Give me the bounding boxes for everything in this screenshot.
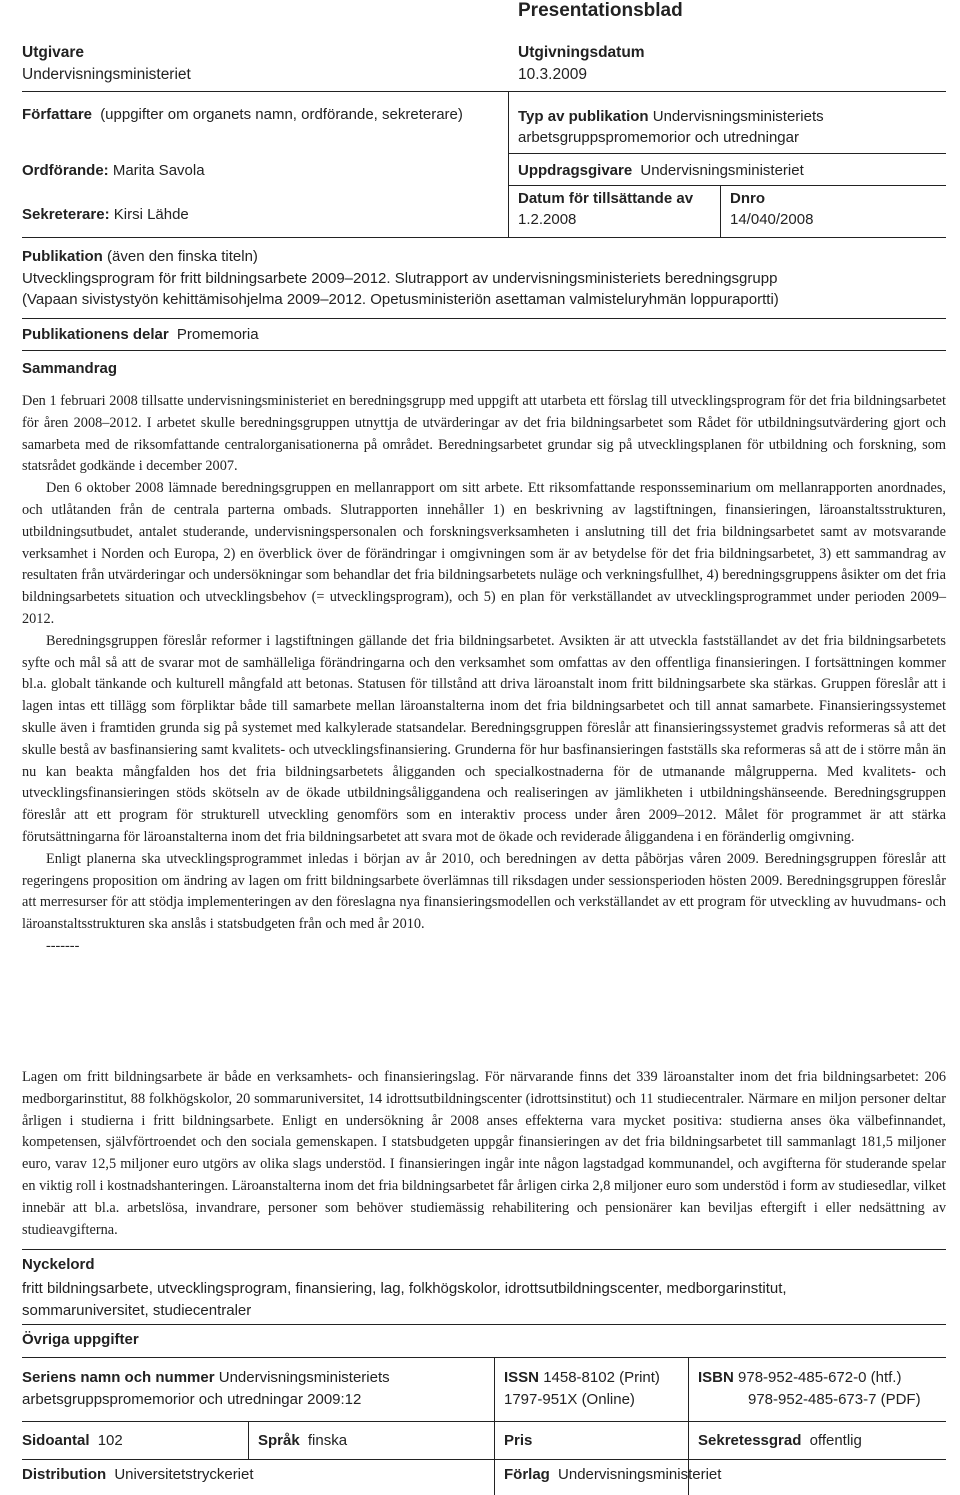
page-title: Presentationsblad — [518, 0, 683, 21]
secretary-value: Kirsi Lähde — [113, 206, 189, 223]
issn-print: 1458-8102 (Print) — [543, 1369, 660, 1386]
summary-paragraph: Den 1 februari 2008 tillsatte undervisningsministeriet en beredningsgrupp med uppgift att utarbeta ett förslag till utvecklingsprogram för det fria bildningsarbetet för åren 2008–2012. I arbetet skulle beredningsgruppen utnyttja de utvärderingar av det fria bildningsarbetet som Rådet för utbildningsutvärdering gjort och samarbeta med de riksomfattande centralorganisationerna på området. Beredningsarbetet grundar sig på utvecklingsplanen för utbildning och forskning, som statsrådet godkände i december 2007. — [22, 393, 946, 475]
commissioner-row — [518, 162, 804, 179]
publisher-footer-value: Undervisningsministeriet — [558, 1466, 722, 1483]
column-divider — [248, 1421, 249, 1459]
keywords-line: fritt bildningsarbete, utvecklingsprogram, finansiering, lag, folkhögskolor, idrottsutbildningscenter, medborgarinstitut, — [22, 1280, 787, 1297]
chair-value: Marita Savola — [112, 162, 205, 179]
publication-type — [518, 106, 824, 148]
dnro-value: 14/040/2008 — [730, 211, 814, 228]
publication-type-label: Typ av publikation — [518, 108, 649, 125]
secrecy-value: offentlig — [809, 1432, 862, 1449]
keywords-label: Nyckelord — [22, 1256, 95, 1273]
chair-label: Ordförande: — [22, 162, 109, 179]
appointment-value: 1.2.2008 — [518, 211, 577, 228]
divider — [22, 1357, 946, 1358]
note-paragraph: Lagen om fritt bildningsarbete är både en verksamhets- och finansieringslag. För närvarande finns det 339 läroanstalter inom det fria bildningsarbetet: 206 medborgarinstitut, 88 folkhögskolor, 20 sommaruniversitet, 14 idrottsutbildningscenter (idrottsinstitut) och 11 studiecentraler. Närmare en miljon personer deltar årligen i studierna i fritt bildningsarbete. Enligt en undersökning år 2008 anses effekterna vara mycket positiva: studierna anses öka välbefinnandet, kompetensen, självförtroendet och den sociala gemenskapen. I statsbudgeten uppgår finansieringen av det fria bildningsarbetet till sammanlagt 181,5 miljoner euro, varav 12,5 miljoner euro utgörs av olika slags understöd. I finansieringen ingår inte någon lagstadgad kommunandel, och avgifterna för studerande spelar en viktig roll i kostnadshanteringen. Läroanstalterna inom det fria bildningsarbetet får årligen cirka 2,8 miljoner euro som understöd i form av studiesedlar, vilket innebär att bl.a. arbetslösa, invandrare, personer som behöver studiemässig rehabilitering och pensionärer kan beviljas eftergift i eller nedsättning av studieavgifterna. — [22, 1069, 946, 1238]
summary-paragraph: Den 6 oktober 2008 lämnade beredningsgruppen en mellanrapport om sitt arbete. Ett riksomfattande responsseminarium om mellanrapporten anordnades, och utlåtanden från de centrala parterna ombads. Slutrapporten innehåller 1) en beskrivning av lagstiftningen, finansieringen, läroanstaltsstrukturen, utbildningsutbudet, antalet studerande, undervisningspersonalen och forskningsverksamheten i anslutning till det fria bildningsarbetet samt av motsvarande verksamhet i Norden och Europa, 2) en överblick över de förändringar i omgivningen som är av betydelse för det fria bildningsarbetet, 3) ett sammandrag av resultaten från utvärderingar och undersökningar som behandlar det fria bildningsarbetets nuläge och verkningsfullhet, 4) beredningsgruppens åsikter om det fria bildningsarbetets situation och utvecklingsbehov (= utvecklingsprogram), och 5) en plan för verkställandet av utvecklingsprogrammet under perioden 2009–2012. — [22, 480, 946, 627]
divider — [22, 318, 946, 319]
issn-label: ISSN — [504, 1369, 540, 1386]
keywords-value — [22, 1278, 787, 1322]
divider — [22, 91, 946, 92]
chair-row — [22, 162, 205, 179]
author-label: Författare — [22, 106, 93, 123]
pages-row — [22, 1430, 123, 1452]
publication-type-value2: arbetsgruppspromemorior och utredningar — [518, 129, 799, 146]
isbn-online: 978-952-485-673-7 (PDF) — [748, 1390, 921, 1408]
language-value: finska — [307, 1432, 348, 1449]
publication-type-value1: Undervisningsministeriets — [652, 108, 824, 125]
summary-paragraph: Enligt planerna ska utvecklingsprogrammet inledas i början av år 2010, och beredningen av detta påbörjas våren 2009. Beredningsgruppen föreslår att regeringens proposition om ändring av lagen om fritt bildningsarbete överlämnas till riksdagen under sessionsperioden hösten 2009. Beredningsgruppen föreslår att merresurser för att stödja implementeringen av den föreslagna nya finansieringsmodellen och verkställandet av ett program för utveckling av huvudmans- och läroanstaltsstrukturen ska anslås i statsbudgeten från och med år 2010. — [22, 850, 946, 933]
parts-value: Promemoria — [176, 326, 259, 343]
column-divider — [720, 185, 721, 237]
appointment-label: Datum för tillsättande av — [518, 190, 694, 207]
series-label: Seriens namn och nummer — [22, 1369, 215, 1386]
column-divider — [688, 1357, 689, 1421]
distribution-label: Distribution — [22, 1466, 107, 1483]
series-block — [22, 1367, 390, 1410]
author-heading — [22, 106, 463, 123]
series-value2: arbetsgruppspromemorior och utredningar 2009:12 — [22, 1390, 362, 1408]
commissioner-label: Uppdragsgivare — [518, 162, 633, 179]
divider — [508, 185, 946, 186]
publication-title-sv: Utvecklingsprogram för fritt bildningsarbete 2009–2012. Slutrapport av undervisningsministeriets beredningsgrupp — [22, 269, 778, 287]
publisher-label: Utgivare — [22, 44, 85, 61]
commissioner-value: Undervisningsministeriet — [640, 162, 804, 179]
divider — [22, 1459, 946, 1460]
isbn-print: 978-952-485-672-0 (htf.) — [738, 1369, 902, 1386]
parts-row — [22, 326, 259, 343]
language-label: Språk — [258, 1432, 300, 1449]
separator: ------- — [46, 937, 80, 954]
series-value1: Undervisningsministeriets — [218, 1369, 390, 1386]
secretary-row — [22, 206, 189, 223]
isbn-label: ISBN — [698, 1369, 734, 1386]
column-divider — [494, 1357, 495, 1495]
date-label: Utgivningsdatum — [518, 44, 645, 61]
distribution-row — [22, 1464, 254, 1486]
publication-hint: (även den finska titeln) — [107, 248, 258, 265]
author-hint: (uppgifter om organets namn, ordförande, sekreterare) — [100, 106, 463, 123]
secrecy-row — [698, 1430, 862, 1452]
issn-block — [504, 1367, 660, 1410]
price-label: Pris — [504, 1432, 533, 1449]
date-value: 10.3.2009 — [518, 66, 587, 83]
dnro-label: Dnro — [730, 190, 765, 207]
other-label: Övriga uppgifter — [22, 1331, 139, 1348]
issn-online: 1797-951X (Online) — [504, 1390, 635, 1408]
divider — [508, 153, 946, 154]
summary-body — [22, 391, 946, 958]
secretary-label: Sekreterare: — [22, 206, 110, 223]
language-row — [258, 1430, 347, 1452]
distribution-value: Universitetstryckeriet — [114, 1466, 254, 1483]
price-row — [504, 1430, 532, 1452]
divider — [22, 1249, 946, 1250]
parts-label: Publikationens delar — [22, 326, 169, 343]
divider — [22, 350, 946, 351]
pages-label: Sidoantal — [22, 1432, 90, 1449]
publisher-footer-label: Förlag — [504, 1466, 550, 1483]
publication-block — [22, 246, 779, 311]
summary-note — [22, 1067, 946, 1241]
summary-label: Sammandrag — [22, 360, 118, 377]
secrecy-label: Sekretessgrad — [698, 1432, 802, 1449]
publisher-value: Undervisningsministeriet — [22, 66, 191, 83]
publisher-footer-row — [504, 1464, 721, 1486]
column-divider — [508, 91, 509, 237]
divider — [22, 237, 946, 238]
publication-title-fi: (Vapaan sivistystyön kehittämisohjelma 2009–2012. Opetusministeriön asettaman valmisteluryhmän loppuraportti) — [22, 291, 779, 308]
publication-label: Publikation — [22, 248, 103, 265]
summary-paragraph: Beredningsgruppen föreslår reformer i lagstiftningen gällande det fria bildningsarbetet. Avsikten är att utveckla fastställandet av det fria bildningsarbetets syfte och mål så att de svarar mot de samhälleliga förändringarna och den verksamhet som omfattas av den offentliga finansieringen. I fortsättningen kommer bl.a. globalt tänkande och kulturell mångfald att betonas. Statusen för tillstånd att driva läroanstalt inom fritt bildningsarbete ska stärkas. Gruppen föreslår att i lagen intas ett tillägg som förpliktar både till samarbete mellan läroanstalterna inom det fria bildningsarbetet och till annat samarbete. Finansieringssystemet skulle även i framtiden grunda sig på systemet med kalkylerade statsandelar. Beredningsgruppen föreslår att finansieringssystemet gradvis reformeras så att det skulle bestå av basfinansiering samt kvalitets- och utvecklingsfinansiering. Grunderna för hur basfinansieringen fastställs ska reformeras så att de i större mån än nu kan beakta mångfalden hos det fria bildningsarbetets åligganden och specialkostnaderna för de utmanande målgrupperna. Med kvalitets- och utvecklingsfinansieringen stöds skötseln av de ökade utbildningsåliggandena och realiseringen av jämlikheten i utbildningshänseende. Beredningsgruppen föreslår att ett program för strukturell utveckling genomförs som en interaktiv process under åren 2009–2012. Målet för programmet är att stärka förutsättningarna för läroanstalterna inom det fria bildningsarbetet att svara mot de ökade och reviderade åliggandena i en föränderlig omgivning. — [22, 632, 946, 845]
pages-value: 102 — [97, 1432, 123, 1449]
divider — [22, 1324, 946, 1325]
keywords-line: sommaruniversitet, studiecentraler — [22, 1302, 252, 1319]
divider — [22, 1421, 946, 1422]
isbn-block — [698, 1367, 921, 1410]
